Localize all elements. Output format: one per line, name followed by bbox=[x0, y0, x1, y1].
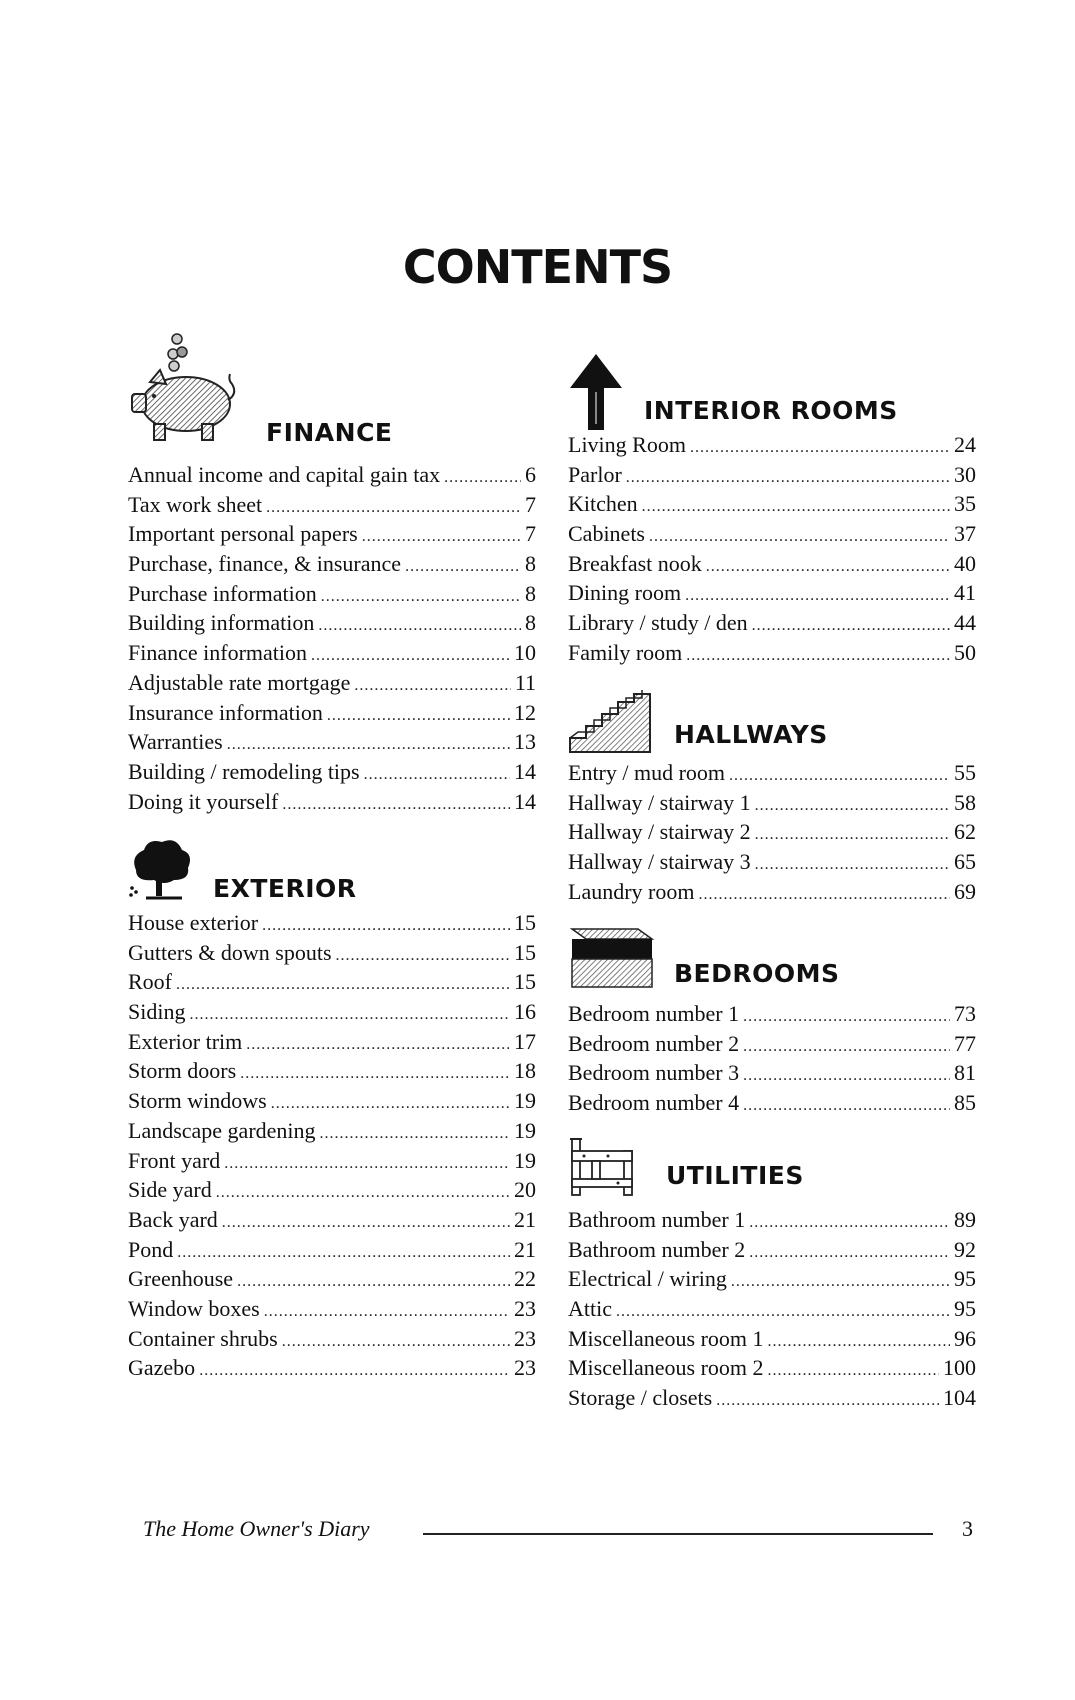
dot-leader bbox=[240, 1065, 510, 1083]
toc-entry-label: Important personal papers bbox=[128, 521, 358, 547]
toc-entry-label: Electrical / wiring bbox=[568, 1266, 727, 1292]
toc-entry-label: Miscellaneous room 2 bbox=[568, 1355, 764, 1381]
toc-entry[interactable] bbox=[128, 789, 536, 819]
dot-leader bbox=[189, 1006, 510, 1024]
chest-icon bbox=[568, 925, 656, 996]
toc-entry-page: 10 bbox=[514, 640, 536, 666]
toc-entry-label: Insurance information bbox=[128, 699, 323, 725]
toc-entry-page: 18 bbox=[514, 1058, 536, 1084]
dot-leader bbox=[282, 1333, 510, 1351]
toc-entry[interactable] bbox=[568, 1237, 976, 1267]
toc-entry-page: 8 bbox=[525, 551, 536, 577]
toc-entry-page: 104 bbox=[943, 1385, 976, 1411]
toc-entry-label: Hallway / stairway 1 bbox=[568, 789, 751, 815]
toc-entry[interactable] bbox=[568, 1296, 976, 1326]
dot-leader bbox=[405, 558, 521, 576]
entries-finance bbox=[128, 462, 536, 818]
toc-entry[interactable] bbox=[568, 610, 976, 640]
dot-leader bbox=[743, 1038, 950, 1056]
toc-entry-page: 30 bbox=[954, 461, 976, 487]
toc-entry-page: 69 bbox=[954, 878, 976, 904]
toc-entry-page: 35 bbox=[954, 491, 976, 517]
toc-entry-label: House exterior bbox=[128, 910, 259, 935]
toc-entry-label: Bedroom number 4 bbox=[568, 1090, 740, 1116]
dot-leader bbox=[729, 767, 950, 785]
toc-entry-label: Storm doors bbox=[128, 1058, 237, 1084]
toc-entry-page: 21 bbox=[514, 1236, 536, 1262]
toc-entry-label: Greenhouse bbox=[128, 1266, 234, 1292]
dot-leader bbox=[749, 1214, 950, 1232]
dot-leader bbox=[216, 1184, 510, 1202]
footer-rule bbox=[423, 1533, 933, 1535]
dot-leader bbox=[262, 917, 510, 935]
toc-entry-label: Tax work sheet bbox=[128, 491, 263, 517]
toc-entry[interactable] bbox=[568, 1060, 976, 1090]
toc-entry-label: Warranties bbox=[128, 729, 223, 755]
toc-entry-label: Hallway / stairway 2 bbox=[568, 819, 751, 845]
toc-entry[interactable] bbox=[128, 1088, 536, 1118]
toc-entry-label: Gutters & down spouts bbox=[128, 939, 332, 965]
toc-entry-label: Container shrubs bbox=[128, 1325, 278, 1351]
dot-leader bbox=[237, 1273, 510, 1291]
dot-leader bbox=[282, 796, 510, 814]
toc-entry[interactable] bbox=[568, 432, 976, 462]
toc-entry-label: Finance information bbox=[128, 640, 308, 666]
toc-entry-page: 20 bbox=[514, 1177, 536, 1203]
stairs-icon bbox=[568, 690, 654, 761]
toc-entry[interactable] bbox=[568, 1001, 976, 1031]
toc-entry[interactable] bbox=[568, 491, 976, 521]
toc-entry-page: 14 bbox=[514, 788, 536, 814]
dot-leader bbox=[177, 1244, 510, 1262]
dot-leader bbox=[685, 587, 950, 605]
toc-entry-page: 100 bbox=[943, 1355, 976, 1381]
toc-entry-label: Roof bbox=[128, 969, 172, 995]
toc-entry-label: Window boxes bbox=[128, 1295, 260, 1321]
toc-entry-label: Landscape gardening bbox=[128, 1117, 316, 1143]
toc-entry-page: 95 bbox=[954, 1296, 976, 1322]
dot-leader bbox=[364, 766, 510, 784]
dot-leader bbox=[649, 528, 950, 546]
dot-leader bbox=[199, 1362, 510, 1380]
toc-entry-label: Laundry room bbox=[568, 878, 695, 904]
toc-entry-label: Building / remodeling tips bbox=[128, 758, 360, 784]
toc-entry[interactable] bbox=[568, 1207, 976, 1237]
dot-leader bbox=[444, 469, 521, 487]
dot-leader bbox=[354, 677, 510, 695]
toc-entry[interactable] bbox=[128, 1296, 536, 1326]
section-title-utilities: UTILITIES bbox=[666, 1161, 804, 1190]
dot-leader bbox=[271, 1095, 510, 1113]
toc-entry[interactable] bbox=[128, 910, 536, 940]
toc-entry-page: 65 bbox=[954, 849, 976, 875]
toc-entry-page: 21 bbox=[514, 1206, 536, 1232]
entries-bedrooms bbox=[568, 1001, 976, 1120]
toc-entry-label: Miscellaneous room 1 bbox=[568, 1325, 764, 1351]
toc-entry[interactable] bbox=[128, 759, 536, 789]
toc-entry[interactable] bbox=[568, 790, 976, 820]
toc-entry-label: Purchase information bbox=[128, 580, 317, 606]
toc-entry-label: Doing it yourself bbox=[128, 788, 279, 814]
toc-entry-page: 15 bbox=[514, 969, 536, 995]
right-column bbox=[568, 0, 976, 1700]
toc-entry[interactable] bbox=[568, 1355, 976, 1385]
toc-entry-label: Storage / closets bbox=[568, 1385, 713, 1411]
toc-entry[interactable] bbox=[128, 1148, 536, 1178]
toc-entry-label: Front yard bbox=[128, 1147, 221, 1173]
toc-entry-page: 96 bbox=[954, 1325, 976, 1351]
dot-leader bbox=[362, 528, 521, 546]
toc-entry-page: 23 bbox=[514, 1355, 536, 1381]
toc-entry[interactable] bbox=[568, 1385, 976, 1415]
toc-entry-page: 6 bbox=[525, 462, 536, 487]
entries-interior-rooms bbox=[568, 432, 976, 670]
toc-entry[interactable] bbox=[128, 1029, 536, 1059]
entries-utilities bbox=[568, 1207, 976, 1415]
dot-leader bbox=[311, 647, 510, 665]
dot-leader bbox=[686, 647, 950, 665]
dot-leader bbox=[222, 1214, 510, 1232]
toc-entry-label: Living Room bbox=[568, 432, 686, 457]
toc-entry[interactable] bbox=[568, 819, 976, 849]
toc-entry[interactable] bbox=[128, 700, 536, 730]
toc-entry-label: Purchase, finance, & insurance bbox=[128, 551, 402, 577]
toc-entry-page: 7 bbox=[525, 521, 536, 547]
toc-entry[interactable] bbox=[568, 462, 976, 492]
section-title-exterior: EXTERIOR bbox=[213, 874, 357, 903]
toc-entry[interactable] bbox=[128, 1355, 536, 1385]
toc-entry-label: Storm windows bbox=[128, 1088, 267, 1114]
toc-entry-page: 89 bbox=[954, 1207, 976, 1232]
toc-entry[interactable] bbox=[128, 551, 536, 581]
toc-entry-page: 15 bbox=[514, 939, 536, 965]
dot-leader bbox=[768, 1362, 939, 1380]
toc-entry[interactable] bbox=[568, 640, 976, 670]
toc-entry[interactable] bbox=[128, 1237, 536, 1267]
section-title-interior-rooms: INTERIOR ROOMS bbox=[644, 396, 898, 425]
toc-entry[interactable] bbox=[128, 1177, 536, 1207]
dot-leader bbox=[755, 797, 950, 815]
toc-entry[interactable] bbox=[128, 521, 536, 551]
toc-entry-page: 14 bbox=[514, 758, 536, 784]
toc-entry-page: 40 bbox=[954, 550, 976, 576]
toc-entry-page: 85 bbox=[954, 1090, 976, 1116]
toc-entry-label: Pond bbox=[128, 1236, 174, 1262]
toc-entry-page: 8 bbox=[525, 580, 536, 606]
dot-leader bbox=[318, 617, 521, 635]
entries-hallways bbox=[568, 760, 976, 908]
toc-entry-label: Bathroom number 2 bbox=[568, 1236, 746, 1262]
toc-entry-page: 92 bbox=[954, 1236, 976, 1262]
toc-entry[interactable] bbox=[128, 1207, 536, 1237]
dot-leader bbox=[698, 886, 950, 904]
toc-entry[interactable] bbox=[128, 492, 536, 522]
dot-leader bbox=[224, 1155, 510, 1173]
toc-entry[interactable] bbox=[128, 1058, 536, 1088]
toc-entry-label: Kitchen bbox=[568, 491, 638, 517]
left-column bbox=[128, 0, 536, 1700]
toc-entry-page: 24 bbox=[954, 432, 976, 457]
up-arrow-icon bbox=[568, 352, 624, 437]
piggy-bank-icon bbox=[120, 330, 250, 460]
dot-leader bbox=[755, 856, 950, 874]
toc-entry-page: 8 bbox=[525, 610, 536, 636]
toc-entry[interactable] bbox=[568, 760, 976, 790]
footer-book-title: The Home Owner's Diary bbox=[143, 1516, 370, 1541]
dot-leader bbox=[642, 498, 950, 516]
toc-entry-label: Dining room bbox=[568, 580, 682, 606]
dot-leader bbox=[626, 469, 950, 487]
page-title: CONTENTS bbox=[402, 240, 673, 294]
dot-leader bbox=[690, 439, 950, 457]
dot-leader bbox=[755, 826, 950, 844]
toc-entry-page: 19 bbox=[514, 1088, 536, 1114]
toc-entry[interactable] bbox=[568, 1090, 976, 1120]
toc-entry[interactable] bbox=[128, 640, 536, 670]
toc-entry-page: 11 bbox=[514, 669, 536, 695]
toc-entry-page: 41 bbox=[954, 580, 976, 606]
dot-leader bbox=[266, 499, 521, 517]
dot-leader bbox=[743, 1097, 950, 1115]
dot-leader bbox=[176, 976, 510, 994]
toc-entry[interactable] bbox=[128, 1118, 536, 1148]
toc-entry-page: 55 bbox=[954, 760, 976, 785]
toc-entry[interactable] bbox=[568, 1031, 976, 1061]
toc-entry-label: Library / study / den bbox=[568, 610, 748, 636]
toc-entry-label: Exterior trim bbox=[128, 1028, 243, 1054]
dot-leader bbox=[246, 1036, 510, 1054]
dot-leader bbox=[749, 1244, 950, 1262]
toc-entry-page: 16 bbox=[514, 999, 536, 1025]
toc-entry-label: Bedroom number 3 bbox=[568, 1060, 740, 1086]
section-title-bedrooms: BEDROOMS bbox=[674, 959, 840, 988]
toc-entry-label: Attic bbox=[568, 1296, 612, 1322]
dot-leader bbox=[743, 1067, 950, 1085]
dot-leader bbox=[264, 1303, 510, 1321]
toc-entry-page: 12 bbox=[514, 699, 536, 725]
toc-entry-label: Side yard bbox=[128, 1177, 212, 1203]
toc-entry-label: Parlor bbox=[568, 461, 622, 487]
toc-entry[interactable] bbox=[128, 610, 536, 640]
dot-leader bbox=[616, 1303, 950, 1321]
toc-entry-page: 13 bbox=[514, 729, 536, 755]
toc-entry-label: Adjustable rate mortgage bbox=[128, 669, 351, 695]
toc-entry-label: Family room bbox=[568, 639, 683, 665]
toc-entry-label: Hallway / stairway 3 bbox=[568, 849, 751, 875]
toc-entry-page: 81 bbox=[954, 1060, 976, 1086]
toc-entry-label: Breakfast nook bbox=[568, 550, 702, 576]
toc-entry[interactable] bbox=[128, 1266, 536, 1296]
toc-entry-page: 17 bbox=[514, 1028, 536, 1054]
toc-entry-label: Back yard bbox=[128, 1206, 218, 1232]
toc-entry[interactable] bbox=[568, 521, 976, 551]
toc-entry-page: 23 bbox=[514, 1295, 536, 1321]
toc-entry-label: Bathroom number 1 bbox=[568, 1207, 746, 1232]
toc-entry-label: Siding bbox=[128, 999, 186, 1025]
dot-leader bbox=[706, 558, 950, 576]
toc-entry-label: Gazebo bbox=[128, 1355, 196, 1381]
dot-leader bbox=[716, 1392, 939, 1410]
footer-page-number: 3 bbox=[962, 1516, 973, 1541]
toc-entry[interactable] bbox=[128, 1326, 536, 1356]
toc-entry-label: Building information bbox=[128, 610, 315, 636]
toc-entry-page: 19 bbox=[514, 1117, 536, 1143]
dot-leader bbox=[752, 617, 950, 635]
toc-entry[interactable] bbox=[128, 999, 536, 1029]
toc-entry-page: 58 bbox=[954, 789, 976, 815]
toc-entry-page: 62 bbox=[954, 819, 976, 845]
toc-entry[interactable] bbox=[128, 969, 536, 999]
toc-entry[interactable] bbox=[128, 940, 536, 970]
dot-leader bbox=[731, 1273, 950, 1291]
toc-entry[interactable] bbox=[128, 462, 536, 492]
toc-entry[interactable] bbox=[568, 580, 976, 610]
toc-entry[interactable] bbox=[128, 581, 536, 611]
toc-entry-label: Bedroom number 1 bbox=[568, 1001, 740, 1026]
section-title-finance: FINANCE bbox=[266, 418, 393, 447]
toc-entry-label: Bedroom number 2 bbox=[568, 1030, 740, 1056]
entries-exterior bbox=[128, 910, 536, 1385]
dot-leader bbox=[321, 588, 521, 606]
toc-entry-page: 19 bbox=[514, 1147, 536, 1173]
dot-leader bbox=[768, 1333, 950, 1351]
toc-entry-page: 50 bbox=[954, 639, 976, 665]
dot-leader bbox=[227, 736, 510, 754]
toc-entry-page: 7 bbox=[525, 491, 536, 517]
toc-entry-label: Cabinets bbox=[568, 521, 645, 547]
dot-leader bbox=[327, 707, 510, 725]
dot-leader bbox=[743, 1008, 950, 1026]
page-footer bbox=[143, 1516, 973, 1546]
toc-entry-label: Annual income and capital gain tax bbox=[128, 462, 441, 487]
toc-entry-label: Entry / mud room bbox=[568, 760, 726, 785]
toc-entry-page: 44 bbox=[954, 610, 976, 636]
toc-entry-page: 95 bbox=[954, 1266, 976, 1292]
toc-entry[interactable] bbox=[568, 879, 976, 909]
toc-entry[interactable] bbox=[568, 551, 976, 581]
toc-entry[interactable] bbox=[128, 670, 536, 700]
toc-entry[interactable] bbox=[568, 1326, 976, 1356]
toc-entry-page: 15 bbox=[514, 910, 536, 935]
pipes-icon bbox=[568, 1135, 638, 1204]
toc-entry-page: 23 bbox=[514, 1325, 536, 1351]
toc-entry-page: 73 bbox=[954, 1001, 976, 1026]
toc-entry[interactable] bbox=[128, 729, 536, 759]
toc-entry-page: 77 bbox=[954, 1030, 976, 1056]
toc-entry[interactable] bbox=[568, 849, 976, 879]
dot-leader bbox=[336, 947, 511, 965]
section-title-hallways: HALLWAYS bbox=[674, 720, 828, 749]
dot-leader bbox=[320, 1125, 510, 1143]
tree-icon bbox=[126, 840, 196, 907]
toc-entry-page: 22 bbox=[514, 1266, 536, 1292]
toc-entry[interactable] bbox=[568, 1266, 976, 1296]
toc-entry-page: 37 bbox=[954, 521, 976, 547]
